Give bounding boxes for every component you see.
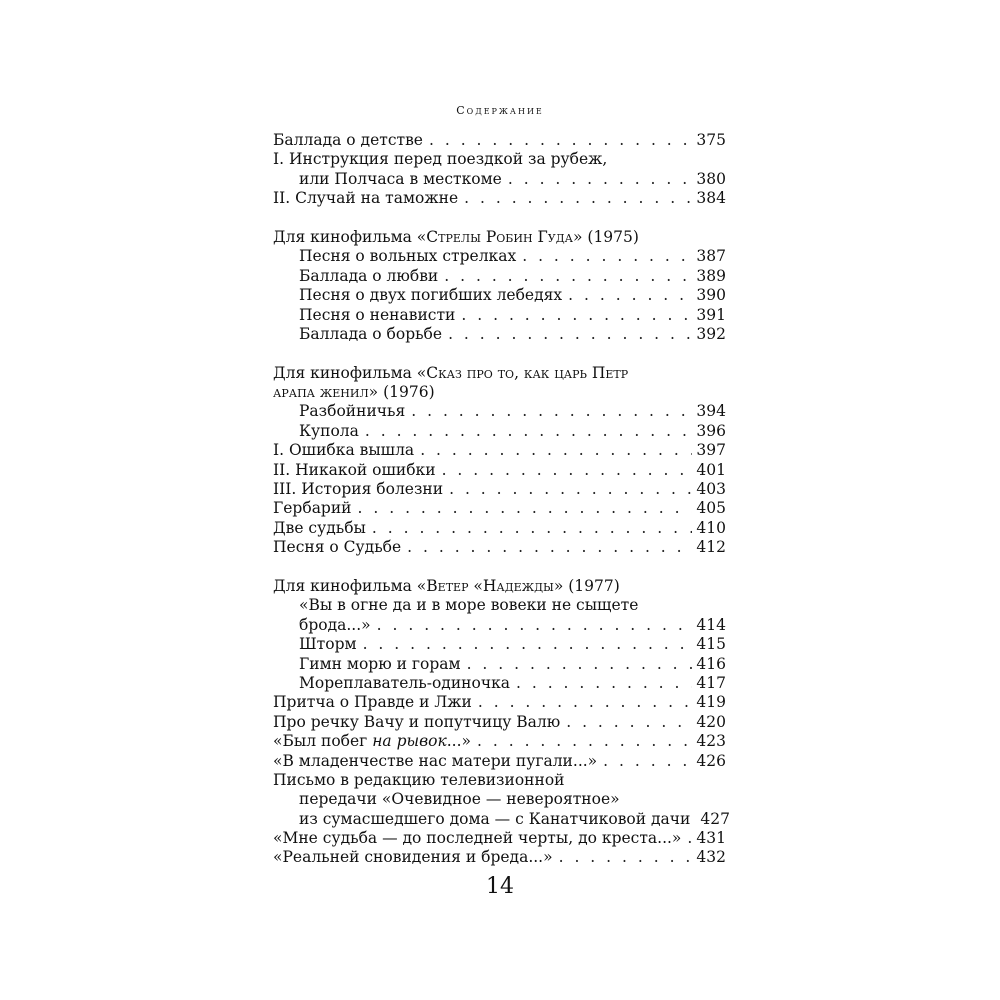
toc-entry bbox=[273, 790, 726, 809]
dot-leader bbox=[444, 267, 692, 286]
toc-entry-page: 427 bbox=[700, 809, 730, 828]
toc-entry-page: 394 bbox=[696, 402, 726, 421]
toc-entry-page: 380 bbox=[696, 169, 726, 188]
toc-entry bbox=[273, 170, 726, 189]
toc-entry bbox=[273, 267, 726, 286]
toc-entry-page: 410 bbox=[696, 518, 726, 537]
toc-entry bbox=[273, 538, 726, 557]
toc-entry-page: 423 bbox=[696, 732, 726, 751]
toc-entry-title: Баллада о детстве bbox=[273, 131, 423, 149]
toc-entry-title: I. Ошибка вышла bbox=[273, 441, 415, 460]
toc-entry bbox=[273, 189, 726, 208]
toc-entry bbox=[273, 499, 726, 518]
toc-section-title: Для кинофильма «Стрелы Робин Гуда» (1975) bbox=[273, 227, 639, 246]
toc-section-title: Для кинофильма «Ветер «Надежды» (1977) bbox=[273, 576, 620, 595]
toc-entry bbox=[273, 616, 726, 635]
toc-entry-page: 414 bbox=[696, 615, 726, 634]
toc-entry-title: Песня о Судьбе bbox=[273, 538, 402, 557]
dot-leader bbox=[603, 752, 692, 771]
toc-entry-page: 403 bbox=[696, 480, 726, 499]
toc-entry-title: Письмо в редакцию телевизионной bbox=[273, 770, 565, 789]
toc-entry-title: Мореплаватель-одиночка bbox=[299, 673, 510, 692]
toc-entry-page: 389 bbox=[696, 266, 726, 285]
toc-entry-page: 426 bbox=[696, 751, 726, 770]
toc-entry-title: «Мне судьба — до последней черты, до креста...» bbox=[273, 829, 682, 848]
dot-leader bbox=[559, 848, 693, 867]
toc-entry-title: «Был побег на рывок...» bbox=[273, 732, 472, 751]
dot-leader bbox=[365, 422, 693, 441]
dot-leader bbox=[566, 713, 692, 732]
toc-entry-page: 416 bbox=[696, 654, 726, 673]
toc-entry bbox=[273, 713, 726, 732]
dot-leader bbox=[477, 732, 692, 751]
dot-leader bbox=[420, 441, 692, 460]
toc-entry-page: 375 bbox=[696, 131, 726, 149]
page-heading: Содержание bbox=[456, 104, 544, 117]
toc-entry bbox=[273, 752, 726, 771]
toc-entry-title: или Полчаса в месткоме bbox=[299, 169, 502, 188]
toc-entry-title: брода...» bbox=[299, 615, 371, 634]
toc-entry-title: Шторм bbox=[299, 635, 357, 654]
toc-entry bbox=[273, 286, 726, 305]
toc-entry-page: 431 bbox=[696, 829, 726, 848]
toc-entry-page: 420 bbox=[696, 712, 726, 731]
toc-entry-page: 390 bbox=[696, 286, 726, 305]
toc-entry bbox=[273, 732, 726, 751]
toc-entry bbox=[273, 693, 726, 712]
toc-entry-page: 432 bbox=[696, 848, 726, 867]
toc-entry-title: Разбойничья bbox=[299, 402, 406, 421]
toc-entry-title: «Реальней сновидения и бреда...» bbox=[273, 848, 553, 867]
toc-entry-title: передачи «Очевидное — невероятное» bbox=[299, 790, 620, 809]
toc-entry-title: Гербарий bbox=[273, 499, 352, 518]
section-gap bbox=[273, 209, 726, 228]
toc-entry-title: «В младенчестве нас матери пугали...» bbox=[273, 751, 598, 770]
dot-leader bbox=[449, 480, 692, 499]
toc-entry-page: 392 bbox=[696, 324, 726, 343]
toc-entry-page: 401 bbox=[696, 460, 726, 479]
toc-entry-title: II. Случай на таможне bbox=[273, 189, 459, 208]
dot-leader bbox=[508, 170, 693, 189]
toc-entry bbox=[273, 441, 726, 460]
toc-entry-page: 397 bbox=[696, 441, 726, 460]
toc-entry-page: 412 bbox=[696, 538, 726, 557]
dot-leader bbox=[478, 693, 693, 712]
dot-leader bbox=[516, 674, 692, 693]
toc-entry-title: «Вы в огне да и в море вовеки не сыщете bbox=[299, 596, 639, 615]
toc-entry bbox=[273, 461, 726, 480]
toc-entry-title: Баллада о любви bbox=[299, 266, 439, 285]
toc-entry bbox=[273, 809, 730, 829]
toc-entry-page: 415 bbox=[696, 635, 726, 654]
toc-section-heading bbox=[273, 228, 726, 247]
toc-entry-page: 396 bbox=[696, 421, 726, 440]
toc-entry-page: 387 bbox=[696, 247, 726, 266]
toc-entry bbox=[273, 655, 726, 674]
dot-leader bbox=[467, 655, 693, 674]
toc-section-title: арапа женил» (1976) bbox=[273, 383, 435, 402]
toc-entry bbox=[273, 480, 726, 499]
dot-leader bbox=[372, 519, 693, 538]
dot-leader bbox=[442, 461, 693, 480]
toc-entry bbox=[273, 848, 726, 867]
toc-entry-page: 417 bbox=[696, 673, 726, 692]
section-gap bbox=[273, 558, 726, 577]
section-gap bbox=[273, 344, 726, 363]
dot-leader bbox=[377, 616, 693, 635]
toc-section-heading bbox=[273, 577, 726, 596]
toc-entry-title: Песня о ненависти bbox=[299, 305, 456, 324]
toc-entry-title: II. Никакой ошибки bbox=[273, 460, 436, 479]
toc-entry-title: III. История болезни bbox=[273, 480, 444, 499]
dot-leader bbox=[448, 325, 692, 344]
toc-entry-title: Гимн морю и горам bbox=[299, 654, 461, 673]
dot-leader bbox=[461, 306, 692, 325]
toc-entry bbox=[273, 325, 726, 344]
dot-leader bbox=[363, 635, 693, 654]
toc-entry bbox=[273, 150, 726, 169]
toc-entry bbox=[273, 674, 726, 693]
toc-entry bbox=[273, 402, 726, 421]
dot-leader bbox=[522, 247, 692, 266]
toc-entry bbox=[273, 131, 726, 150]
dot-leader bbox=[407, 538, 692, 557]
toc-section-title: Для кинофильма «Сказ про то, как царь Петр bbox=[273, 363, 629, 382]
toc-entry bbox=[273, 306, 726, 325]
toc-entry-title: Притча о Правде и Лжи bbox=[273, 693, 472, 712]
toc-entry bbox=[273, 596, 726, 615]
toc-entry-title: Про речку Вачу и попутчицу Валю bbox=[273, 712, 561, 731]
dot-leader bbox=[464, 189, 692, 208]
table-of-contents bbox=[273, 131, 730, 868]
toc-entry-title: Песня о двух погибших лебедях bbox=[299, 286, 563, 305]
toc-entry bbox=[273, 635, 726, 654]
dot-leader bbox=[411, 402, 692, 421]
toc-entry bbox=[273, 422, 726, 441]
toc-entry bbox=[273, 519, 726, 538]
toc-entry-title: Купола bbox=[299, 421, 359, 440]
toc-entry-page: 391 bbox=[696, 305, 726, 324]
toc-entry-page: 405 bbox=[696, 499, 726, 518]
toc-entry bbox=[273, 247, 726, 266]
toc-entry-page: 384 bbox=[696, 189, 726, 208]
toc-entry-title: I. Инструкция перед поездкой за рубеж, bbox=[273, 150, 608, 169]
page-number: 14 bbox=[486, 874, 514, 899]
toc-entry bbox=[273, 829, 726, 848]
toc-section-heading bbox=[273, 383, 726, 402]
toc-entry-title: Песня о вольных стрелках bbox=[299, 247, 517, 266]
toc-entry-title: из сумасшедшего дома — с Канатчиковой дачи bbox=[299, 809, 691, 828]
dot-leader bbox=[568, 286, 692, 305]
toc-entry bbox=[273, 771, 726, 790]
toc-entry-page: 419 bbox=[696, 693, 726, 712]
dot-leader bbox=[687, 829, 692, 848]
toc-entry-title: Две судьбы bbox=[273, 518, 366, 537]
toc-section-heading bbox=[273, 364, 726, 383]
toc-entry-title: Баллада о борьбе bbox=[299, 324, 443, 343]
dot-leader bbox=[358, 499, 693, 518]
dot-leader bbox=[429, 131, 692, 150]
